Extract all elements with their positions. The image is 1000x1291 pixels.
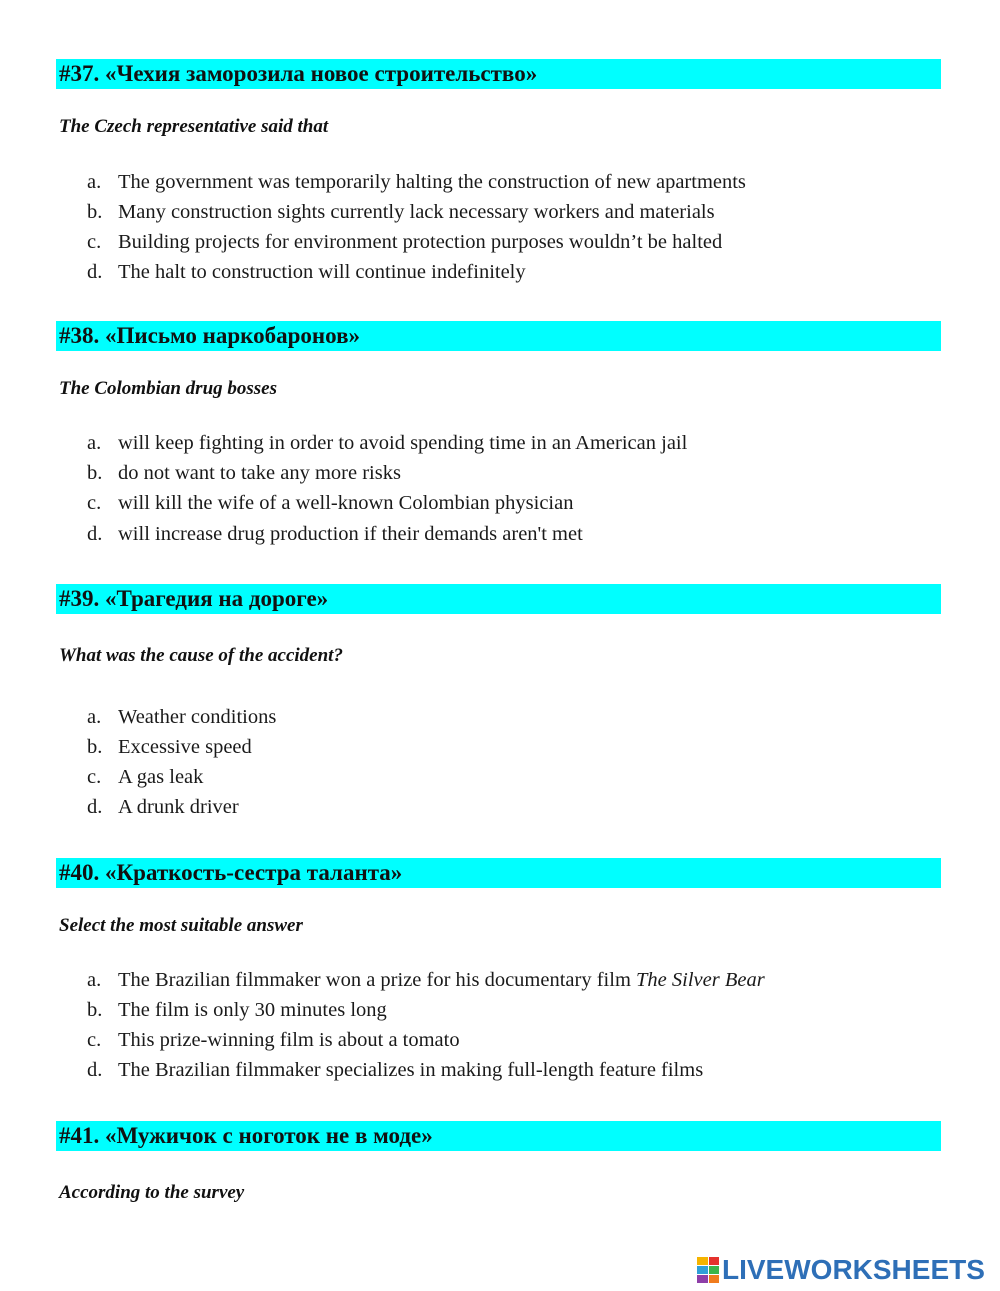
liveworksheets-logo-icon — [697, 1257, 719, 1283]
option-text: Excessive speed — [118, 736, 252, 758]
option-text: The Brazilian filmmaker specializes in making full-length feature films — [118, 1059, 704, 1081]
option-letter: d. — [87, 796, 103, 818]
option-letter: b. — [87, 999, 103, 1021]
option-text: The halt to construction will continue indefinitely — [118, 261, 526, 283]
option-text: A drunk driver — [118, 796, 239, 818]
option-text: Weather conditions — [118, 706, 277, 728]
option-letter: b. — [87, 201, 103, 223]
liveworksheets-logo[interactable] — [697, 1254, 985, 1286]
option-text: will increase drug production if their demands aren't met — [118, 523, 583, 545]
question-title: #40. «Краткость-сестра таланта» — [56, 858, 941, 888]
option-text: will keep fighting in order to avoid spending time in an American jail — [118, 432, 688, 454]
film-title: The Silver Bear — [636, 969, 765, 991]
option-text-plain: The Brazilian filmmaker won a prize for his documentary film — [118, 969, 637, 991]
option-text: Many construction sights currently lack necessary workers and materials — [118, 201, 715, 223]
question-title: #39. «Трагедия на дороге» — [56, 584, 941, 614]
option-text: Building projects for environment protection purposes wouldn’t be halted — [118, 231, 723, 253]
option-letter: d. — [87, 1059, 103, 1081]
option-letter: c. — [87, 231, 102, 253]
option-letter: a. — [87, 171, 102, 193]
option-letter: b. — [87, 462, 103, 484]
option-letter: d. — [87, 523, 103, 545]
option-letter: b. — [87, 736, 103, 758]
option-text: A gas leak — [118, 766, 204, 788]
option-text: do not want to take any more risks — [118, 462, 401, 484]
option-letter: c. — [87, 1029, 102, 1051]
question-prompt: The Czech representative said that — [59, 116, 329, 137]
option-letter: a. — [87, 706, 102, 728]
question-prompt: What was the cause of the accident? — [59, 645, 343, 666]
question-prompt: According to the survey — [59, 1182, 245, 1203]
logo-text: LIVEWORKSHEETS — [722, 1254, 985, 1285]
question-title: #38. «Письмо наркобаронов» — [56, 321, 941, 351]
option-text — [118, 965, 765, 995]
option-text: will kill the wife of a well-known Colombian physician — [118, 492, 574, 514]
option-letter: c. — [87, 492, 102, 514]
option-letter: d. — [87, 261, 103, 283]
question-title: #41. «Мужичок с ноготок не в моде» — [56, 1121, 941, 1151]
option-text: This prize-winning film is about a tomato — [118, 1029, 460, 1051]
option-letter: c. — [87, 766, 102, 788]
option-letter: a. — [87, 432, 102, 454]
question-title: #37. «Чехия заморозила новое строительство» — [56, 59, 941, 89]
question-prompt: The Colombian drug bosses — [59, 378, 278, 399]
question-prompt: Select the most suitable answer — [59, 915, 303, 936]
option-letter: a. — [87, 969, 102, 991]
option-text: The government was temporarily halting the construction of new apartments — [118, 171, 746, 193]
option-text: The film is only 30 minutes long — [118, 999, 387, 1021]
